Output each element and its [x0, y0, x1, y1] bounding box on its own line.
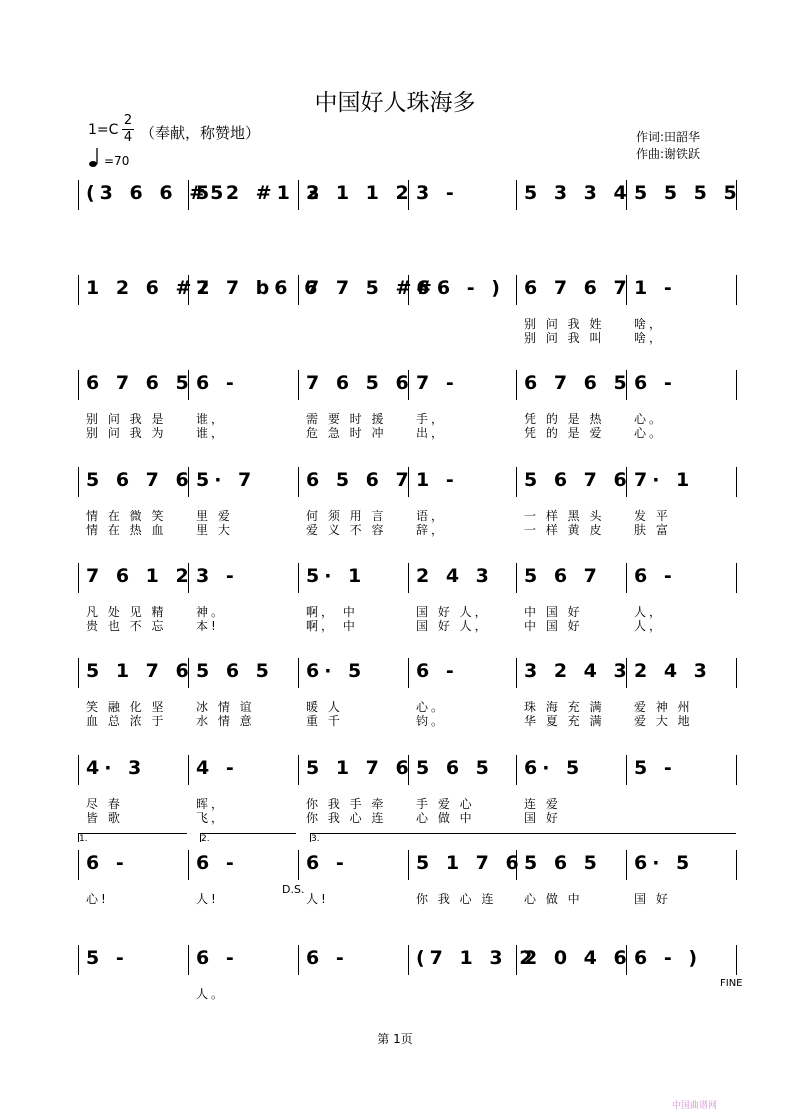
measure-notes: 7 7 5 #6 [306, 277, 435, 299]
score-row [0, 370, 790, 460]
measure-notes: 6 - [196, 372, 239, 394]
lyric-line-1: 语， [416, 509, 447, 523]
lyric-line-2: 辞， [416, 523, 447, 537]
lyric-line-2: 肤 富 [634, 523, 671, 537]
measure-notes: 5 6 5 [524, 852, 602, 874]
time-top: 2 [123, 113, 133, 128]
bar-line [188, 755, 189, 785]
lyric-line-2: 情 在 热 血 [86, 523, 167, 537]
lyric-line-2: 国 好 [524, 811, 561, 825]
time-signature [122, 114, 134, 145]
lyric-line-2: 危 急 时 冲 [306, 426, 387, 440]
bar-line [78, 370, 79, 400]
score-row [0, 850, 790, 940]
lyric-line-1: 爱 神 州 [634, 700, 693, 714]
bar-line [298, 370, 299, 400]
quarter-note-icon [88, 146, 102, 168]
lyric-line-1: 别 问 我 是 [86, 412, 167, 426]
bar-line [736, 945, 737, 975]
lyric-line-2: 皆 歌 [86, 811, 123, 825]
lyric-line-2: 啥， [634, 331, 665, 345]
lyric-line-1: 珠 海 充 满 [524, 700, 605, 714]
measure-notes: 7 7 b6 6 [196, 277, 323, 299]
measure-notes: 2 1 1 2 [306, 182, 414, 204]
lyric-line-1: 中 国 好 [524, 605, 583, 619]
measure-notes: 6· 5 [524, 757, 585, 779]
bar-line [298, 563, 299, 593]
lyric-line-2: 本! [196, 619, 219, 633]
score-row [0, 467, 790, 557]
bar-line [736, 467, 737, 497]
measure-notes: 6· 5 [306, 660, 367, 682]
bar-line [516, 275, 517, 305]
lyric-line-1: 心。 [416, 700, 447, 714]
bar-line [516, 658, 517, 688]
lyric-line-2: 水 情 意 [196, 714, 255, 728]
bpm-value: =70 [104, 154, 130, 168]
bar-line [298, 945, 299, 975]
measure-notes: 2 0 4 6 [524, 947, 632, 969]
measure-notes: 5· 7 [196, 469, 257, 491]
bar-line [408, 563, 409, 593]
lyric-line-2: 心 做 中 [416, 811, 475, 825]
measure-notes: 7 6 5 6 [306, 372, 414, 394]
bar-line [298, 755, 299, 785]
lyric-line-1: 里 爱 [196, 509, 233, 523]
lyric-line-2: 血 总 浓 于 [86, 714, 167, 728]
lyric-line-1: 冰 情 谊 [196, 700, 255, 714]
lyric-line-2: 一 样 黄 皮 [524, 523, 605, 537]
bar-line [78, 945, 79, 975]
bar-line [408, 658, 409, 688]
lyric-line-2: 人， [634, 619, 665, 633]
lyric-line-1: 啊， 中 [306, 605, 358, 619]
lyric-line-1: 笑 融 化 坚 [86, 700, 167, 714]
lyric-line-2: 钧。 [416, 714, 447, 728]
measure-notes: 4· 3 [86, 757, 147, 779]
lyric-line-1: 人! [196, 892, 219, 906]
bar-line [736, 275, 737, 305]
lyric-line-1: 人。 [196, 987, 227, 1001]
lyric-line-1: 连 爱 [524, 797, 561, 811]
measure-notes: 5 3 3 4 [524, 182, 632, 204]
bar-line [78, 563, 79, 593]
lyric-line-2: 中 国 好 [524, 619, 583, 633]
bar-line [78, 755, 79, 785]
lyric-line-2: 飞， [196, 811, 227, 825]
bar-line [78, 180, 79, 210]
measure-notes: 5 6 7 6 [86, 469, 194, 491]
bar-line [298, 467, 299, 497]
measure-notes: 6 7 6 5 [86, 372, 194, 394]
lyric-line-2: 贵 也 不 忘 [86, 619, 167, 633]
measure-notes: 6 7 6 5 [524, 372, 632, 394]
measure-notes: 5 - [86, 947, 129, 969]
score-row [0, 945, 790, 1035]
measure-notes: 5 1 7 6 [416, 852, 524, 874]
measure-notes: 5 1 7 6 [306, 757, 414, 779]
measure-notes: 5 - [634, 757, 677, 779]
lyric-line-2: 谁， [196, 426, 227, 440]
lyric-line-1: 尽 春 [86, 797, 123, 811]
lyric-line-1: 晖， [196, 797, 227, 811]
lyric-line-1: 人， [634, 605, 665, 619]
measure-notes: 6 - [196, 852, 239, 874]
bar-line [408, 850, 409, 880]
lyric-line-1: 需 要 时 援 [306, 412, 387, 426]
bar-line [736, 563, 737, 593]
lyric-line-1: 国 好 [634, 892, 671, 906]
lyric-line-1: 心 做 中 [524, 892, 583, 906]
watermark-logo: 中国曲谱网 [672, 1101, 718, 1111]
lyric-line-1: 凭 的 是 热 [524, 412, 605, 426]
score-row [0, 755, 790, 845]
lyric-line-1: 手 爱 心 [416, 797, 475, 811]
bar-line [736, 850, 737, 880]
lyric-line-2: 里 大 [196, 523, 233, 537]
bar-line [736, 370, 737, 400]
measure-notes: 6 7 6 7 [524, 277, 632, 299]
lyric-line-1: 别 问 我 姓 [524, 317, 605, 331]
lyric-line-2: 国 好 人， [416, 619, 490, 633]
measure-notes: 5· 1 [306, 565, 367, 587]
measure-notes: 6 - ) [634, 947, 703, 969]
lyric-line-2: 出， [416, 426, 447, 440]
bar-line [78, 275, 79, 305]
lyricist: 作词:田韶华 [636, 130, 701, 144]
bar-line [298, 850, 299, 880]
measure-notes: 2 4 3 [634, 660, 712, 682]
measure-notes: 6 - [306, 947, 349, 969]
lyric-line-1: 啥， [634, 317, 665, 331]
measure-notes: 6 5 6 7 [306, 469, 414, 491]
measure-notes: 6 - [196, 947, 239, 969]
measure-notes: (7 1 3 2 [416, 947, 538, 969]
lyric-line-1: 心! [86, 892, 109, 906]
lyric-line-1: 凡 处 见 精 [86, 605, 167, 619]
measure-notes: 7 - [416, 372, 459, 394]
measure-notes: 7· 1 [634, 469, 695, 491]
lyric-line-1: 谁， [196, 412, 227, 426]
measure-notes: (3 6 6 #5 [86, 182, 229, 204]
lyric-line-2: 别 问 我 为 [86, 426, 167, 440]
bar-line [626, 850, 627, 880]
score-row [0, 275, 790, 365]
measure-notes: 3 - [416, 182, 459, 204]
bar-line [78, 850, 79, 880]
bar-line [736, 755, 737, 785]
bar-line [78, 658, 79, 688]
bar-line [298, 658, 299, 688]
measure-notes: 1 - [634, 277, 677, 299]
lyric-line-2: 心。 [634, 426, 665, 440]
measure-notes: 1 - [416, 469, 459, 491]
measure-notes: 6 - [634, 565, 677, 587]
lyric-line-2: 重 千 [306, 714, 343, 728]
fine-mark: FINE [720, 978, 743, 989]
volta-3: 3. [310, 833, 736, 842]
measure-notes: 5 1 7 6 [86, 660, 194, 682]
volta-1: 1. [78, 833, 187, 842]
measure-notes: 3 - [196, 565, 239, 587]
lyric-line-2: 你 我 心 连 [306, 811, 387, 825]
lyric-line-1: 你 我 心 连 [416, 892, 497, 906]
score-row [0, 563, 790, 653]
bar-line [516, 180, 517, 210]
page-number: 第 1页 [377, 1032, 413, 1046]
measure-notes: 5 2 #1 3 [196, 182, 325, 204]
lyric-line-2: 啊， 中 [306, 619, 358, 633]
bar-line [188, 850, 189, 880]
measure-notes: 5 5 5 5 [634, 182, 742, 204]
measure-notes: 6· 5 [634, 852, 695, 874]
score-title: 中国好人珠海多 [314, 90, 476, 116]
measure-notes: 2 4 3 [416, 565, 494, 587]
lyric-line-1: 暖 人 [306, 700, 343, 714]
measure-notes: 5 6 5 [196, 660, 274, 682]
measure-notes: 1 2 6 #2 [86, 277, 215, 299]
measure-notes: 6 - [416, 660, 459, 682]
bar-line [626, 755, 627, 785]
tempo-marking: （奉献，称赞地） [140, 124, 261, 142]
bar-line [78, 467, 79, 497]
measure-notes: 6 - [306, 852, 349, 874]
measure-notes: 3 2 4 3 [524, 660, 632, 682]
lyric-line-2: 爱 义 不 容 [306, 523, 387, 537]
bar-line [736, 658, 737, 688]
volta-2: 2. [200, 833, 296, 842]
bar-line [188, 945, 189, 975]
measure-notes: 5 6 5 [416, 757, 494, 779]
lyric-line-1: 何 须 用 言 [306, 509, 387, 523]
lyric-line-1: 人! [306, 892, 329, 906]
bar-line [408, 945, 409, 975]
time-bottom: 4 [123, 130, 133, 145]
lyric-line-1: 情 在 微 笑 [86, 509, 167, 523]
lyric-line-1: 发 平 [634, 509, 671, 523]
bar-line [626, 563, 627, 593]
lyric-line-1: 一 样 黑 头 [524, 509, 605, 523]
dal-segno-mark: D.S. [282, 883, 305, 896]
key-signature: 1=C [88, 122, 119, 138]
measure-notes: 5 6 7 6 [524, 469, 632, 491]
lyric-line-1: 心。 [634, 412, 665, 426]
lyric-line-1: 手， [416, 412, 447, 426]
measure-notes: 7 6 1 2 [86, 565, 194, 587]
bar-line [516, 467, 517, 497]
lyric-line-2: 别 问 我 叫 [524, 331, 605, 345]
measure-notes: 4 - [196, 757, 239, 779]
measure-notes: 6 - [86, 852, 129, 874]
lyric-line-1: 国 好 人， [416, 605, 490, 619]
lyric-line-2: 华 夏 充 满 [524, 714, 605, 728]
score-row [0, 180, 790, 270]
measure-notes: 5 6 7 [524, 565, 602, 587]
composer: 作曲:谢铁跃 [636, 147, 701, 161]
bar-line [516, 755, 517, 785]
lyric-line-1: 你 我 手 牵 [306, 797, 387, 811]
measure-notes: 6 - [634, 372, 677, 394]
lyric-line-2: 爱 大 地 [634, 714, 693, 728]
lyric-line-1: 神。 [196, 605, 227, 619]
score-row [0, 658, 790, 748]
bar-line [516, 563, 517, 593]
measure-notes: #6 - ) [416, 277, 505, 299]
bar-line [516, 370, 517, 400]
lyric-line-2: 凭 的 是 爱 [524, 426, 605, 440]
